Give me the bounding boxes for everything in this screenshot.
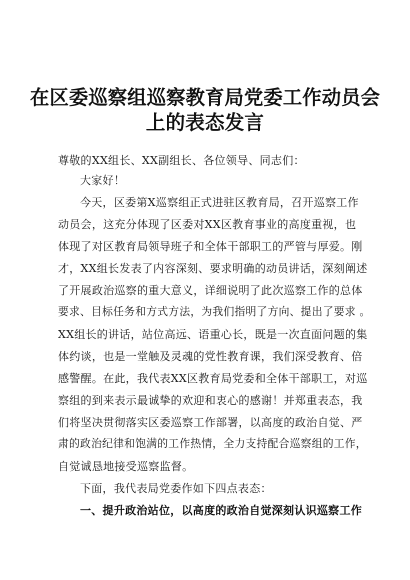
section-heading-1: 一、提升政治站位，以高度的政治自觉深刻认识巡察工作 — [80, 504, 362, 517]
paragraph-line: 动员会，这充分体现了区委对XX区教育事业的高度重视，也 — [58, 218, 357, 231]
paragraph-line: 感警醒。在此，我代表XX区教育局党委和全体干部职工，对巡 — [58, 372, 368, 385]
paragraph-line: 体现了对区教育局领导班子和全体干部职工的严管与厚爱。刚 — [58, 240, 363, 253]
greeting: 大家好！ — [80, 174, 126, 187]
paragraph-line: 肃的政治纪律和饱满的工作热情，全力支持配合巡察组的工作， — [58, 437, 367, 450]
salutation: 尊敬的XX组长、XX副组长、各位领导、同志们： — [58, 154, 305, 167]
paragraph-line: 下面，我代表局党委作如下四点表态： — [80, 482, 272, 495]
document-title-line2: 上的表态发言 — [145, 111, 265, 134]
paragraph-line: 察组的到来表示最诚挚的欢迎和衷心的感谢！并郑重表态，我 — [58, 394, 363, 407]
paragraph-line: 了开展政治巡察的重大意义，详细说明了此次巡察工作的总体 — [58, 284, 363, 297]
paragraph-line: 才，XX组长发表了内容深刻、要求明确的动员讲话，深刻阐述 — [58, 262, 368, 275]
paragraph-line: 要求、目标任务和方式方法，为我们指明了方向、提出了要求 。 — [58, 305, 371, 318]
document-title-line1: 在区委巡察组巡察教育局党委工作动员会 — [30, 86, 381, 109]
paragraph-line: XX组长的讲话，站位高远、语重心长，既是一次直面问题的集 — [58, 328, 368, 341]
paragraph-line: 体约谈，也是一堂触及灵魂的党性教育课，我们深受教育、倍 — [58, 350, 363, 363]
paragraph-line: 自觉诚恳地接受巡察监督。 — [58, 460, 194, 473]
paragraph-line: 们将坚决贯彻落实区委巡察工作部署，以高度的政治自觉、严 — [58, 416, 363, 429]
paragraph-line: 今天，区委第X巡察组正式进驻区教育局，召开巡察工作 — [80, 196, 359, 209]
